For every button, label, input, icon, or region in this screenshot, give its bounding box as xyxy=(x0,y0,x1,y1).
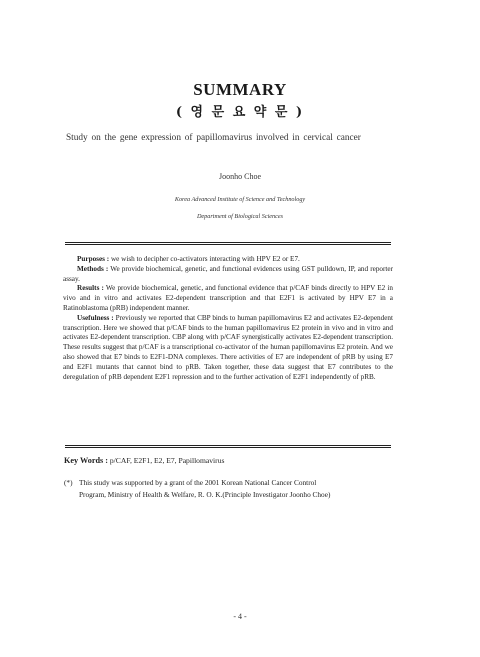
abstract-purposes xyxy=(63,255,393,265)
top-divider xyxy=(65,242,391,245)
usefulness-label: Usefulness : xyxy=(77,313,114,322)
keywords-label: Key Words : xyxy=(64,456,108,465)
results-label: Results : xyxy=(77,284,104,293)
footnote-line-1: This study was supported by a grant of the 2001 Korean National Cancer Control xyxy=(79,478,317,487)
page-number: - 4 - xyxy=(233,612,247,621)
purposes-label: Purposes : xyxy=(77,255,110,263)
affiliation-institute: Korea Advanced Institute of Science and Technology xyxy=(174,196,306,203)
methods-label: Methods : xyxy=(77,264,109,273)
results-text: We provide biochemical, genetic, and functional evidence that p/CAF binds directly to HPV E2 in vivo and in vitro and activates E2-dependent transcription and that E2F1 is activated by HPV E7 in a Ratinoblastoma (pRB) independent manner. xyxy=(63,284,393,312)
methods-text: We provide biochemical, genetic, and functional evidences using GST pulldown, IP, and reporter assay. xyxy=(63,264,393,283)
funding-footnote xyxy=(64,477,404,501)
footnote-line-2: Program, Ministry of Health & Welfare, R. O. K.(Principle Investigator Joonho Choe) xyxy=(79,490,331,499)
abstract-methods xyxy=(63,265,393,285)
keywords-line xyxy=(64,456,394,465)
bottom-divider xyxy=(65,445,391,448)
abstract-usefulness xyxy=(63,314,393,383)
summary-title: SUMMARY xyxy=(193,80,287,99)
keywords-text: p/CAF, E2F1, E2, E7, Papillomavirus xyxy=(107,456,225,465)
abstract-results xyxy=(63,284,393,313)
footnote-mark: (*) xyxy=(64,478,73,487)
usefulness-text: Previously we reported that CBP binds to human papillomavirus E2 and activates E2-dependent transcription. Here we showed that p/CAF binds to the human papillomavirus E2 protein in vivo and in vitro and activates E2-dependent transcription. CBP along with p/CAF synergistically activates E2-dependent transcription. These results suggest that p/CAF is a transcriptional co-activator of the human papillomavirus E2 protein. And we also showed that E7 binds to E2F1-DNA complexes. There activities of E7 are independent of pRB by using E7 and E2F1 mutants that cannot bind to pRB. Taken together, these data suggest that E7 contributes to the deregulation of pRB dependent E2F1 repression and to the further activation of E2F1 independently of pRB. xyxy=(63,313,393,381)
abstract-body xyxy=(63,255,393,382)
purposes-text: we wish to decipher co-activators interacting with HPV E2 or E7. xyxy=(109,255,300,263)
korean-subtitle: ( 영 문 요 약 문 ) xyxy=(175,105,305,120)
author-name: Joonho Choe xyxy=(219,172,261,181)
study-title: Study on the gene expression of papillomavirus involved in cervical cancer xyxy=(66,133,361,143)
affiliation-department: Department of Biological Sciences xyxy=(196,213,284,220)
